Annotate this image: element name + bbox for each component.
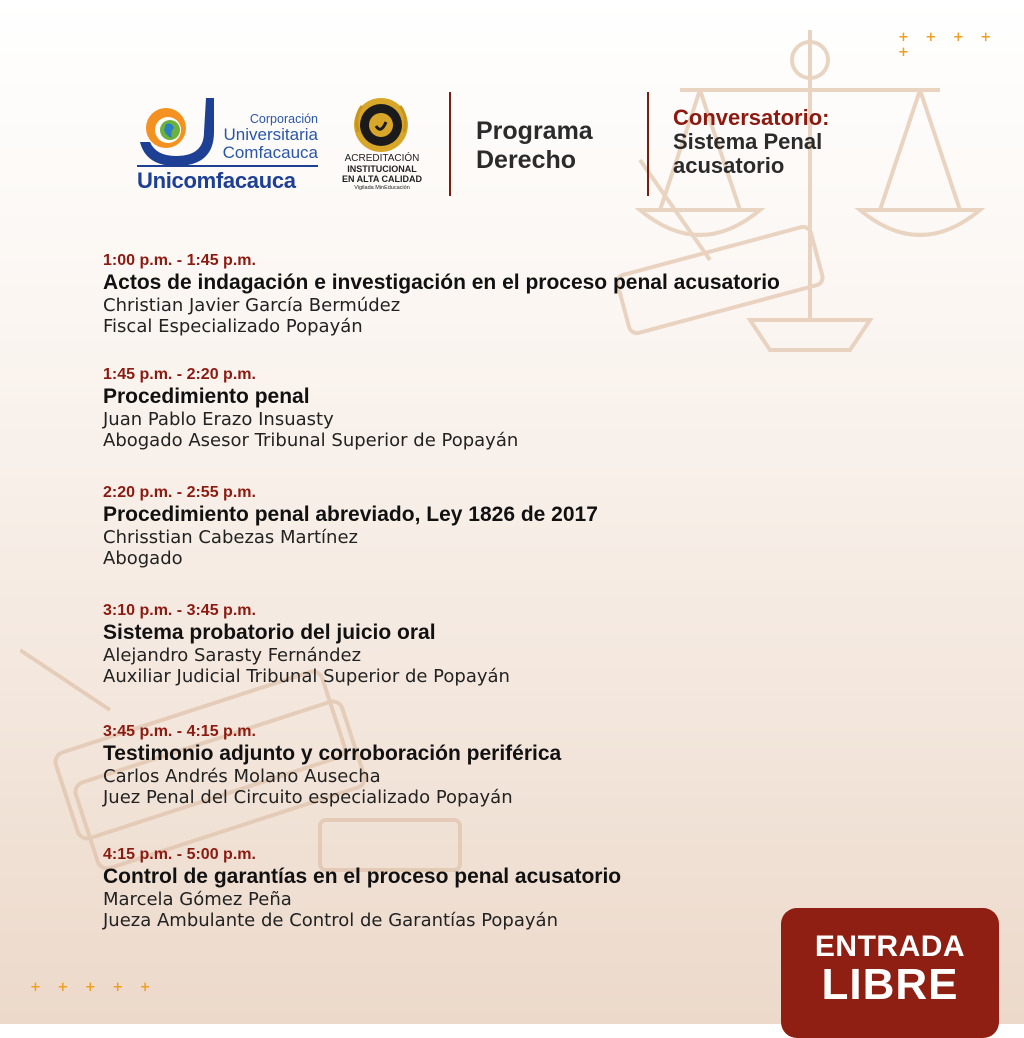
- schedule-item: [103, 484, 983, 569]
- session-speaker-role: Jueza Ambulante de Control de Garantías Popayán: [103, 910, 558, 931]
- accreditation-text: [336, 154, 428, 192]
- schedule-item: [103, 252, 983, 337]
- free-entry-line1: ENTRADA: [814, 930, 966, 963]
- session-speaker-role: Fiscal Especializado Popayán: [103, 316, 363, 337]
- session-speaker: Carlos Andrés Molano Ausecha: [103, 766, 381, 787]
- session-speaker: Juan Pablo Erazo Insuasty: [103, 409, 334, 430]
- decorative-stars-top: + + + + +: [898, 30, 998, 60]
- session-topic: Sistema probatorio del juicio oral: [103, 621, 436, 644]
- session-time: 3:45 p.m. - 4:15 p.m.: [103, 723, 256, 740]
- header-divider-1: [449, 92, 451, 196]
- session-topic: Testimonio adjunto y corroboración periférica: [103, 742, 562, 765]
- session-speaker: Chrisstian Cabezas Martínez: [103, 527, 358, 548]
- brand-divider: [137, 165, 318, 167]
- session-speaker: Marcela Gómez Peña: [103, 889, 292, 910]
- accreditation-line3: EN ALTA CALIDAD: [342, 174, 422, 184]
- session-speaker-role: Abogado: [103, 548, 183, 569]
- schedule-item: [103, 366, 983, 451]
- program-line1: Programa: [476, 117, 593, 145]
- session-time: 1:45 p.m. - 2:20 p.m.: [103, 366, 256, 383]
- brand-name: Unicomfacauca: [137, 168, 296, 193]
- brand-university-lines: [196, 126, 318, 162]
- session-speaker: Christian Javier García Bermúdez: [103, 295, 401, 316]
- accreditation-line2: INSTITUCIONAL: [347, 164, 417, 174]
- free-entry-badge: [781, 908, 999, 1038]
- brand-line-universitaria: Universitaria: [223, 125, 318, 144]
- session-time: 4:15 p.m. - 5:00 p.m.: [103, 846, 256, 863]
- session-speaker-role: Juez Penal del Circuito especializado Popayán: [103, 787, 513, 808]
- header: [0, 0, 1024, 220]
- accreditation-line4: Vigilada MinEducación: [354, 185, 410, 191]
- accreditation-line1: ACREDITACIÓN: [344, 153, 420, 164]
- event-title: [673, 106, 829, 178]
- session-speaker-role: Auxiliar Judicial Tribunal Superior de Popayán: [103, 666, 510, 687]
- schedule-item: [103, 723, 983, 808]
- program-title: [476, 117, 593, 175]
- session-topic: Procedimiento penal: [103, 385, 310, 408]
- session-topic: Control de garantías en el proceso penal acusatorio: [103, 865, 622, 888]
- program-line2: Derecho: [476, 146, 577, 174]
- free-entry-line2: LIBRE: [821, 960, 959, 1009]
- session-time: 3:10 p.m. - 3:45 p.m.: [103, 602, 256, 619]
- session-time: 2:20 p.m. - 2:55 p.m.: [103, 484, 256, 501]
- event-line2: Sistema Penal: [673, 129, 823, 154]
- session-topic: Actos de indagación e investigación en el proceso penal acusatorio: [103, 271, 780, 294]
- session-topic: Procedimiento penal abreviado, Ley 1826 de 2017: [103, 503, 598, 526]
- session-speaker: Alejandro Sarasty Fernández: [103, 645, 362, 666]
- session-speaker-role: Abogado Asesor Tribunal Superior de Popayán: [103, 430, 519, 451]
- header-divider-2: [647, 92, 649, 196]
- schedule-item: [103, 602, 983, 687]
- event-line1: Conversatorio:: [673, 105, 830, 130]
- session-time: 1:00 p.m. - 1:45 p.m.: [103, 252, 256, 269]
- decorative-stars-bottom: + + + + +: [30, 980, 157, 995]
- brand-line-comfacauca: Comfacauca: [222, 143, 318, 162]
- accreditation-seal-icon: [352, 96, 410, 154]
- brand-corp-line: Corporación: [249, 112, 318, 126]
- event-line3: acusatorio: [673, 153, 785, 178]
